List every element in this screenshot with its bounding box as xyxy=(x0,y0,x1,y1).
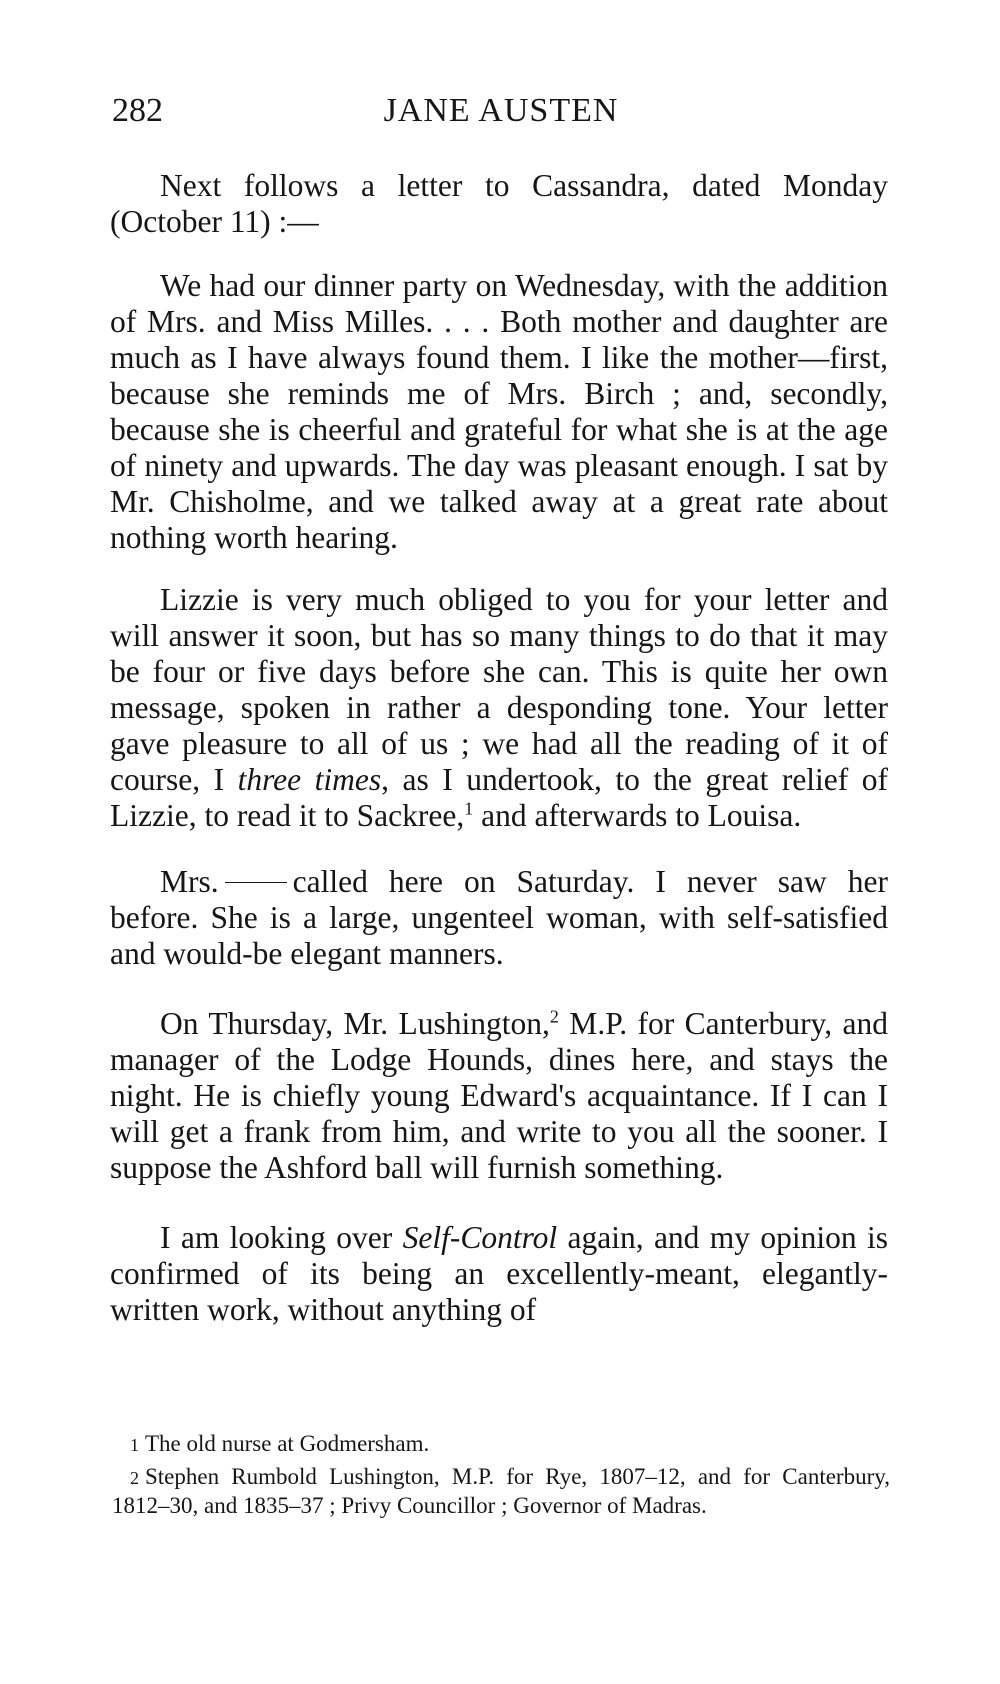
footnote-text: The old nurse at Godmersham. xyxy=(145,1431,430,1456)
footnote-1 xyxy=(112,1430,890,1459)
text-span: I am looking over xyxy=(160,1220,403,1255)
text-span: On Thursday, Mr. Lushington, xyxy=(160,1006,550,1041)
page-number: 282 xyxy=(112,92,163,129)
page-header xyxy=(112,92,890,142)
text-span: again, and my opinion is confirmed of its being an excellently-meant, elegantly-written work, without anything of xyxy=(110,1220,888,1327)
italic-emphasis: three times xyxy=(237,762,382,797)
text-span: M.P. for Canterbury, and manager of the Lodge Hounds, dines here, and stays the night. He is chiefly young Edward's acquaintance. If I can I will get a frank from him, and write to you all the sooner. I suppose the Ashford ball will furnish something. xyxy=(110,1006,889,1185)
text-span: Mrs. xyxy=(160,864,219,899)
body-text xyxy=(110,168,888,1328)
footnotes xyxy=(112,1430,890,1523)
intro-paragraph: Next follows a letter to Cassandra, dated Monday (October 11) :— xyxy=(110,168,888,239)
footnote-marker: 2 xyxy=(130,1468,139,1488)
italic-book-title: Self-Control xyxy=(402,1220,558,1255)
name-omission-dash xyxy=(225,882,287,883)
footnote-2 xyxy=(112,1463,890,1519)
letter-paragraph-dinner-party: We had our dinner party on Wednesday, with the addition of Mrs. and Miss Milles. . . . Both mother and daughter are much as I have always found them. I like the mother—first, because she reminds me of Mrs. Birch ; and, secondly, because she is cheerful and grateful for what she is at the age of ninety and upwards. The day was pleasant enough. I sat by Mr. Chisholme, and we talked away at a great rate about nothing worth hearing. xyxy=(110,268,888,555)
text-span: called here on Saturday. I never saw her before. She is a large, ungenteel woman, with self-satisfied and would-be elegant manners. xyxy=(110,864,888,971)
letter-paragraph-self-control xyxy=(110,1220,888,1328)
text-span: and afterwards to Louisa. xyxy=(473,798,802,833)
letter-paragraph-lushington xyxy=(110,1006,888,1186)
text-span: Lizzie is very much obliged to you for your letter and will answer it soon, but has so many things to do that it may be four or five days before she can. This is quite her own message, spoken in rather a desponding tone. Your letter gave pleasure to all of us ; we had all the reading of it of course, I xyxy=(110,582,888,797)
footnote-text: Stephen Rumbold Lushington, M.P. for Rye, 1807–12, and for Canterbury, 1812–30, and 1835–37 ; Privy Councillor ; Governor of Madras. xyxy=(112,1464,890,1518)
footnote-ref-2: 2 xyxy=(549,1006,559,1027)
letter-paragraph-lizzie xyxy=(110,582,888,834)
running-head: JANE AUSTEN xyxy=(383,92,619,129)
text-span: , as I undertook, to the great relief of Lizzie, to read it to Sackree, xyxy=(110,762,889,833)
letter-paragraph-mrs-visit xyxy=(110,864,888,972)
footnote-ref-1: 1 xyxy=(464,798,474,819)
footnote-marker: 1 xyxy=(130,1435,139,1455)
